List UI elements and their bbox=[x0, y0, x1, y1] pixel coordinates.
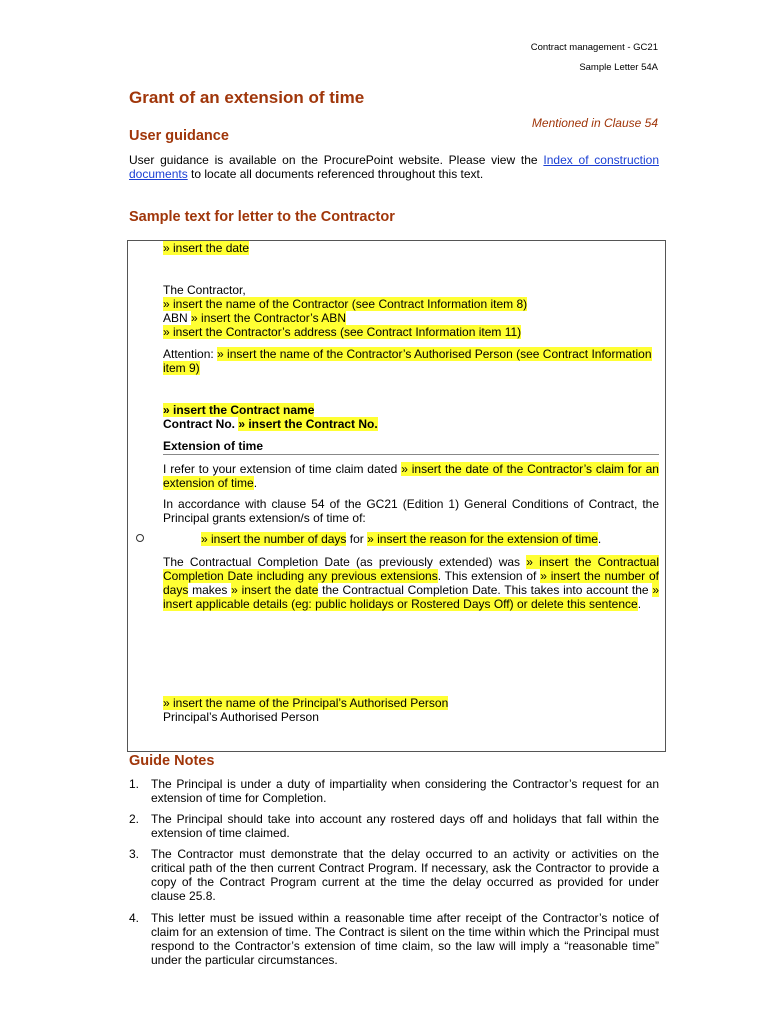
new-date-placeholder: » insert the date bbox=[231, 583, 319, 597]
letter-date-placeholder: » insert the date bbox=[163, 241, 250, 255]
note-text: The Principal should take into account any rostered days off and holidays that fall within the extension of time claimed. bbox=[151, 812, 659, 840]
header-letter-number: Sample Letter 54A bbox=[579, 62, 658, 73]
address-placeholder: » insert the Contractor’s address (see Contract Information item 11) bbox=[163, 325, 522, 339]
note-text: This letter must be issued within a reasonable time after receipt of the Contractor’s notice of claim for an extension of time. The Contract is silent on the time within which the Principal must respond to the Contractor’s extension of time claim, so the law will imply a “reasonable time” under the particular circumstances. bbox=[151, 911, 659, 967]
note-text: The Principal is under a duty of impartiality when considering the Contractor’s request for an extension of time for Completion. bbox=[151, 777, 659, 805]
list-item bbox=[129, 911, 659, 967]
letter-paragraph-3 bbox=[163, 555, 659, 611]
letter-date-line bbox=[163, 241, 659, 255]
note-text: The Contractor must demonstrate that the delay occurred to an activity or activities on the critical path of the then current Contract Program. If necessary, ask the Contractor to provide a copy of the Contract Program current at the time the delay occurred as provided for under clause 25.8. bbox=[151, 847, 659, 903]
p3-c: makes bbox=[188, 583, 232, 597]
letter-paragraph-2: In accordance with clause 54 of the GC21 (Edition 1) General Conditions of Contract, the Principal grants extension/s of time of: bbox=[163, 497, 659, 525]
letter-paragraph-1 bbox=[163, 462, 659, 490]
letter-contractor: The Contractor, bbox=[163, 283, 246, 297]
sample-text-heading: Sample text for letter to the Contractor bbox=[129, 209, 395, 225]
completion-date-placeholder: » insert the Contractual Completion Date including any previous extensions bbox=[163, 555, 659, 583]
p3-d: the Contractual Completion Date. This takes into account the bbox=[318, 583, 653, 597]
attention-placeholder: » insert the name of the Contractor’s Authorised Person (see Contract Information item 9) bbox=[163, 347, 652, 375]
contract-no-placeholder: » insert the Contract No. bbox=[238, 417, 378, 431]
p1-text: I refer to your extension of time claim dated bbox=[163, 462, 402, 476]
contract-no-line bbox=[163, 417, 659, 431]
contractor-name-placeholder: » insert the name of the Contractor (see Contract Information item 8) bbox=[163, 297, 528, 311]
letter-subject: Extension of time bbox=[163, 439, 264, 453]
contract-name-placeholder: » insert the Contract name bbox=[163, 403, 315, 417]
abn-placeholder: » insert the Contractor’s ABN bbox=[191, 311, 346, 325]
list-item bbox=[129, 847, 659, 903]
list-item bbox=[129, 777, 659, 805]
signer-placeholder: » insert the name of the Principal’s Authorised Person bbox=[163, 696, 449, 710]
claim-date-placeholder: » insert the date of the Contractor’s claim for an extension of time bbox=[163, 462, 659, 490]
signer-line bbox=[163, 696, 659, 710]
index-link[interactable]: Index of construction documents bbox=[129, 153, 659, 181]
p3-b: . This extension of bbox=[437, 569, 541, 583]
p3-a: The Contractual Completion Date (as previously extended) was bbox=[163, 555, 527, 569]
abn-line bbox=[163, 311, 659, 325]
clause-reference: Mentioned in Clause 54 bbox=[531, 116, 658, 130]
bullet-end: . bbox=[597, 532, 602, 546]
extension-days-placeholder: » insert the number of days bbox=[163, 569, 660, 597]
subject-divider bbox=[163, 454, 659, 455]
page-title: Grant of an extension of time bbox=[129, 88, 365, 107]
guidance-text-before: User guidance is available on the ProcurePoint website. Please view the bbox=[129, 153, 544, 167]
signer-role: Principal’s Authorised Person bbox=[163, 710, 319, 724]
guide-notes-heading: Guide Notes bbox=[129, 753, 215, 769]
contract-name-line bbox=[163, 403, 659, 417]
extension-bullet bbox=[201, 532, 661, 546]
bullet-mid: for bbox=[346, 532, 368, 546]
details-placeholder: » insert applicable details (eg: public holidays or Rostered Days Off) or delete this sentence bbox=[163, 583, 660, 611]
guidance-text-after: to locate all documents referenced throughout this text. bbox=[187, 167, 484, 181]
user-guidance-heading: User guidance bbox=[129, 128, 229, 144]
abn-label: ABN bbox=[163, 311, 192, 325]
contract-no-label: Contract No. bbox=[163, 417, 239, 431]
p3-e: . bbox=[637, 597, 642, 611]
list-item bbox=[129, 812, 659, 840]
note-number: 3. bbox=[129, 847, 140, 861]
header-doc-title: Contract management - GC21 bbox=[530, 42, 658, 53]
attention-label: Attention: bbox=[163, 347, 218, 361]
p1-end: . bbox=[253, 476, 258, 490]
address-line bbox=[163, 325, 659, 339]
contractor-name-line bbox=[163, 297, 659, 311]
user-guidance-text bbox=[129, 153, 659, 181]
attention-line bbox=[163, 347, 659, 375]
note-number: 1. bbox=[129, 777, 140, 791]
reason-placeholder: » insert the reason for the extension of time bbox=[367, 532, 598, 546]
note-number: 2. bbox=[129, 812, 140, 826]
bullet-marker-icon bbox=[136, 534, 144, 542]
days-placeholder: » insert the number of days bbox=[201, 532, 347, 546]
note-number: 4. bbox=[129, 911, 140, 925]
